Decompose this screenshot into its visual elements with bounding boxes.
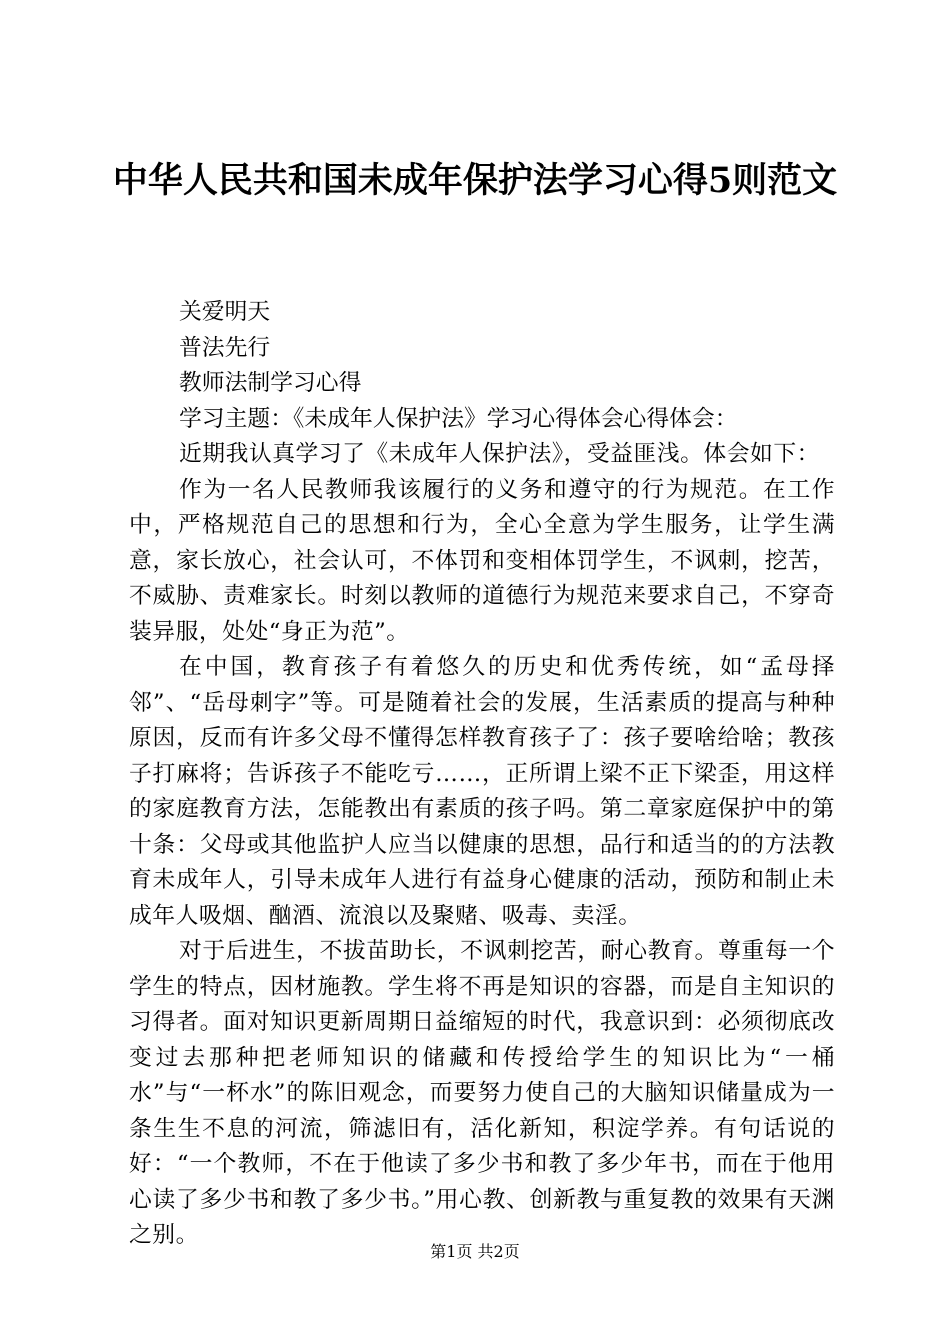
heading-line-1: 关爱明天 — [179, 299, 271, 325]
paragraph-1: 近期我认真学习了《未成年人保护法》，受益匪浅。体会如下： — [179, 441, 820, 467]
page-footer: 第1页 共2页 — [430, 1242, 520, 1261]
heading-line-2: 普法先行 — [179, 334, 271, 361]
study-theme-line: 学习主题：《未成年人保护法》学习心得体会心得体会： — [179, 405, 738, 432]
document-body — [129, 295, 835, 1254]
document-title: 中华人民共和国未成年保护法学习心得5则范文 — [112, 160, 838, 201]
paragraph-3: 在中国，教育孩子有着悠久的历史和优秀传统，如“孟母择邻”、“岳母刺字”等。可是随着社会的发展，生活素质的提高与种种原因，反而有许多父母不懂得怎样教育孩子了：孩子要啥给啥；教孩子打麻将；告诉孩子不能吃亏……，正所谓上梁不正下梁歪，用这样的家庭教育方法，怎能教出有素质的孩子吗。第二章家庭保护中的第十条：父母或其他监护人应当以健康的思想，品行和适当的的方法教育未成年人，引导未成年人进行有益身心健康的活动，预防和制止未成年人吸烟、酗酒、流浪以及聚赌、吸毒、卖淫。 — [129, 654, 835, 929]
heading-line-3: 教师法制学习心得 — [179, 370, 362, 396]
paragraph-2: 作为一名人民教师我该履行的义务和遵守的行为规范。在工作中，严格规范自己的思想和行为，全心全意为学生服务，让学生满意，家长放心，社会认可，不体罚和变相体罚学生，不讽刺，挖苦，不威胁、责难家长。时刻以教师的道德行为规范来要求自己，不穿奇装异服，处处“身正为范”。 — [129, 476, 835, 645]
paragraph-4: 对于后进生，不拔苗助长，不讽刺挖苦，耐心教育。尊重每一个学生的特点，因材施教。学生将不再是知识的容器，而是自主知识的习得者。面对知识更新周期日益缩短的时代，我意识到：必须彻底改变过去那种把老师知识的储藏和传授给学生的知识比为“一桶水”与“一杯水”的陈旧观念，而要努力使自己的大脑知识储量成为一条生生不息的河流，筛滤旧有，活化新知，积淀学养。有句话说的好：“一个教师，不在于他读了多少书和教了多少年书，而在于他用心读了多少书和教了多少书。”用心教、创新教与重复教的效果有天渊之别。 — [129, 938, 835, 1248]
